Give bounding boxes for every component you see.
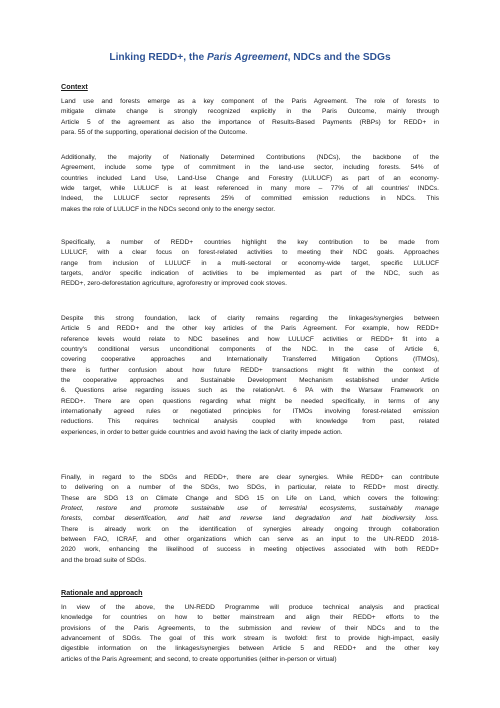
document-title xyxy=(61,52,439,63)
text-line: to delivering on a number of the SDGs, two SDGs, in particular, relate to REDD+ most directly. xyxy=(61,484,439,492)
text-line: In view of the above, the UN-REDD Programme will produce technical analysis and practical xyxy=(61,604,439,611)
title-prefix: Linking REDD+, the xyxy=(109,52,207,63)
text-line: Finally, in regard to the SDGs and REDD+, there are clear synergies. While REDD+ can contribute xyxy=(61,474,439,481)
text-line: Protect, restore and promote sustainable use of terrestrial ecosystems, sustainably manage xyxy=(61,505,439,513)
text-line: country's conditional versus unconditional components of the NDC. In the case of Article 6, xyxy=(61,346,439,354)
title-italic: Paris Agreement xyxy=(207,52,288,63)
text-line: internationally agreed rules or negotiated principles for ITMOs involving forest-related emission xyxy=(61,408,439,416)
text-line: there is further confusion about how future REDD+ transactions might fit within the context of xyxy=(61,366,439,374)
text-line: para. 55 of the supporting, operational decision of the Outcome. xyxy=(61,129,248,137)
text-line: reductions. This requires technical analysis coupled with knowledge from past, related xyxy=(61,418,439,426)
context-paragraph-4 xyxy=(61,314,439,438)
text-line: and the broad suite of SDGs. xyxy=(61,556,147,564)
context-paragraph-2 xyxy=(61,153,439,215)
rationale-heading: Rationale and approach xyxy=(61,588,143,597)
text-line: Land use and forests emerge as a key component of the Paris Agreement. The role of forests to xyxy=(61,98,439,105)
text-line: Specifically, a number of REDD+ countries highlight the key contribution to be made from xyxy=(61,239,439,246)
text-line: Agreement, include some type of commitment in the land-use sector, including forests. 54% of xyxy=(61,164,439,172)
text-line: Article 5 and REDD+ and the other key articles of the Paris Agreement. For example, how REDD+ xyxy=(61,325,439,333)
text-line: makes the role of LULUCF in the NDCs second only to the energy sector. xyxy=(61,205,276,213)
text-line: Article 5 of the agreement as also the importance of Results-Based Payments (RBPs) for REDD+ in xyxy=(61,118,439,126)
text-line: REDD+, zero-deforestation agriculture, agroforestry or improved cook stoves. xyxy=(61,280,287,288)
text-line: articles of the Paris Agreement; and second, to create opportunities (either in-person or virtual) xyxy=(61,655,337,663)
context-paragraph-5 xyxy=(61,473,439,566)
text-line: wide target, while LULUCF is at least referenced in many more – 77% of all countries' INDCs. xyxy=(61,185,439,193)
text-line: covering cooperative approaches and Internationally Transferred Mitigation Options (ITMOs), xyxy=(61,356,439,364)
rationale-paragraph-1 xyxy=(61,603,439,665)
text-line: the cooperative approaches and Sustainable Development Mechanism established under Article xyxy=(61,377,439,385)
context-paragraph-3 xyxy=(61,238,439,290)
text-line: LULUCF, with a clear focus on forest-related activities to meeting their NDC goals. Approaches xyxy=(61,249,439,257)
text-line: forests, combat desertification, and halt and reverse land degradation and halt biodiversity loss. xyxy=(61,515,439,523)
text-line: provisions of the Paris Agreements, to the submission and review of their NDCs and to the xyxy=(61,624,439,632)
text-line: Additionally, the majority of Nationally Determined Contributions (NDCs), the backbone of the xyxy=(61,154,439,161)
context-heading: Context xyxy=(61,82,88,91)
text-line: These are SDG 13 on Climate Change and SDG 15 on Life on Land, which covers the following: xyxy=(61,494,439,502)
text-line: There is already work on the identification of synergies already ongoing through collaboration xyxy=(61,525,439,533)
text-line: targets, and/or specific indication of activities to be implemented as part of the NDC, such as xyxy=(61,270,439,278)
text-line: Despite this strong foundation, lack of clarity remains regarding the linkages/synergies between xyxy=(61,315,439,322)
text-line: knowledge for countries on how to better mainstream and align their REDD+ efforts to the xyxy=(61,614,439,622)
text-line: experiences, in order to better guide countries and avoid having the lack of clarity impede action. xyxy=(61,428,343,436)
text-line: Indeed, the LULUCF sector represents 25% of committed emission reductions in NDCs. This xyxy=(61,195,439,203)
text-line: between FAO, ICRAF, and other organizations which can serve as an input to the UN-REDD 2018- xyxy=(61,536,439,544)
text-line: digestible information on the linkages/synergies between Article 5 and REDD+ and the other key xyxy=(61,645,439,653)
text-line: advancement of SDGs. The goal of this work stream is twofold: first to provide high-impact, easily xyxy=(61,635,439,643)
text-line: mitigate climate change is strongly recognized explicitly in the Paris Outcome, mainly through xyxy=(61,108,439,116)
text-line: reference levels would relate to NDC baselines and how LULUCF activities or REDD+ fit into a xyxy=(61,335,439,343)
text-line: REDD+. There are open questions regarding what might be needed specifically, in terms of any xyxy=(61,397,439,405)
context-paragraph-1 xyxy=(61,97,439,138)
text-line: range from inclusion of LULUCF in a multi-sectoral or economy-wide target, specific LULUCF xyxy=(61,259,439,267)
text-line: 2020 work, enhancing the likelihood of success in meeting objectives associated with both REDD+ xyxy=(61,546,439,554)
text-line: countries included Land Use, Land-Use Change and Forestry (LULUCF) as part of an economy- xyxy=(61,174,439,182)
text-line: 6. Questions arise regarding issues such as the relationArt. 6 PA with the Warsaw Framework on xyxy=(61,387,439,395)
title-suffix: , NDCs and the SDGs xyxy=(287,52,391,63)
